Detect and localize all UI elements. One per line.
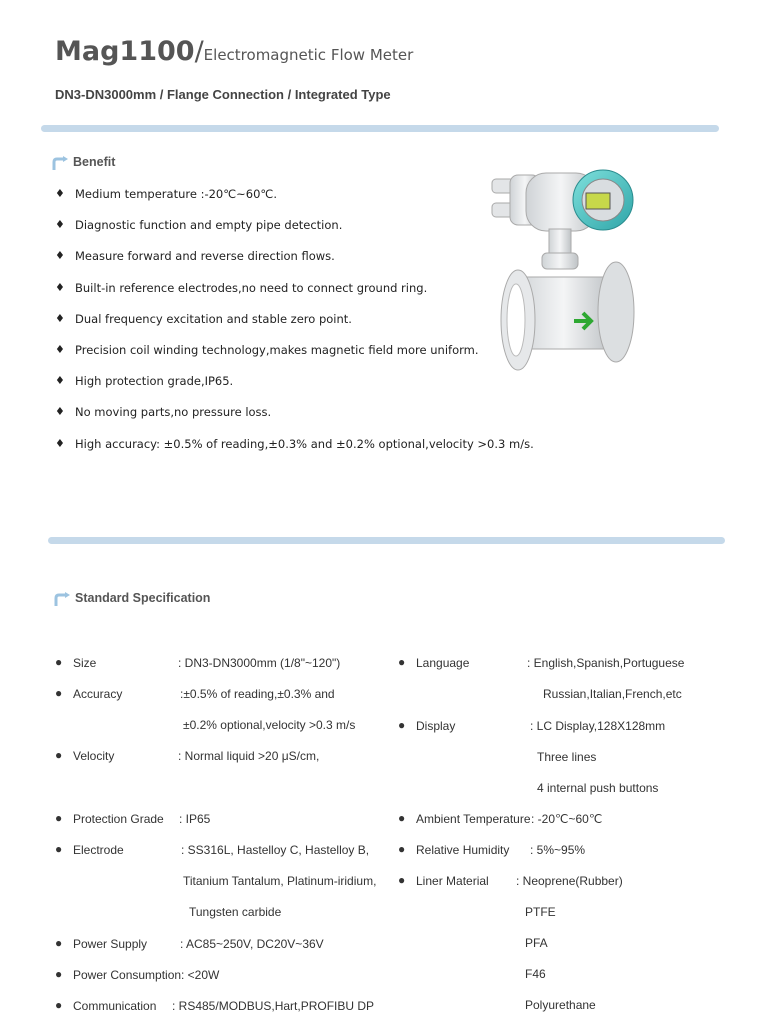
spec-liner-value-4: F46 — [525, 967, 546, 981]
spec-ambient-value: : -20℃~60℃ — [531, 812, 603, 826]
diamond-bullet-icon: ♦ — [55, 249, 65, 263]
flow-meter-product-image — [486, 165, 636, 375]
spec-velocity-value: : Normal liquid >20 μS/cm, — [178, 749, 320, 763]
benefit-item: ♦ High accuracy: ±0.5% of reading,±0.3% and ±0.2% optional,velocity >0.3 m/s. — [55, 434, 534, 465]
spec-heading — [75, 591, 210, 605]
benefit-item: ♦ No moving parts,no pressure loss. — [55, 402, 534, 433]
title-slash: / — [194, 36, 204, 67]
spec-bullet-icon: ● — [55, 686, 63, 700]
spec-accuracy-value: :±0.5% of reading,±0.3% and — [180, 687, 335, 701]
spec-heading-text: Standard Specification — [75, 591, 211, 605]
spec-language-value: : English,Spanish,Portuguese — [527, 656, 685, 670]
diamond-bullet-icon: ♦ — [55, 280, 65, 294]
benefit-heading-text: Benefit — [73, 155, 116, 169]
spec-display-value-2: Three lines — [537, 750, 597, 764]
diamond-bullet-icon: ♦ — [55, 311, 65, 325]
product-subtitle: DN3-DN3000mm / Flange Connection / Integrated Type — [55, 87, 391, 102]
benefit-heading — [73, 155, 115, 169]
spec-communication-value: : RS485/MODBUS,Hart,PROFIBU DP — [172, 999, 375, 1013]
spec-bullet-icon: ● — [398, 811, 406, 825]
spec-bullet-icon: ● — [398, 655, 406, 669]
spec-communication-label: Communication — [73, 999, 157, 1013]
spec-protection-value: : IP65 — [179, 812, 211, 826]
diamond-bullet-icon: ♦ — [55, 218, 65, 232]
spec-bullet-icon: ● — [398, 842, 406, 856]
top-divider — [41, 125, 719, 132]
spec-bullet-icon: ● — [55, 655, 63, 669]
spec-bullet-icon: ● — [398, 718, 406, 732]
heading-arrow-icon — [51, 155, 69, 171]
diamond-bullet-icon: ♦ — [55, 374, 65, 388]
spec-liner-value: : Neoprene(Rubber) — [516, 874, 623, 888]
diamond-bullet-icon: ♦ — [55, 405, 65, 419]
spec-power-consumption-value: : <20W — [181, 968, 220, 982]
benefit-item: ♦ Measure forward and reverse direction flows. — [55, 246, 534, 277]
spec-display-value-3: 4 internal push buttons — [537, 781, 659, 795]
spec-power-consumption-label: Power Consumption — [73, 968, 182, 982]
spec-language-label: Language — [416, 656, 470, 670]
page-title — [55, 36, 413, 67]
spec-electrode-value-2: Titanium Tantalum, Platinum-iridium, — [183, 874, 377, 888]
diamond-bullet-icon: ♦ — [55, 436, 65, 450]
spec-ambient-label: Ambient Temperature — [416, 812, 531, 826]
spec-size-value: : DN3-DN3000mm (1/8"~120") — [178, 656, 341, 670]
diamond-bullet-icon: ♦ — [55, 187, 65, 200]
spec-humidity-label: Relative Humidity — [416, 843, 510, 857]
spec-bullet-icon: ● — [398, 873, 406, 887]
spec-language-value-2: Russian,Italian,French,etc — [543, 687, 682, 701]
spec-accuracy-label: Accuracy — [73, 687, 123, 701]
spec-display-label: Display — [416, 719, 456, 733]
spec-accuracy-value-2: ±0.2% optional,velocity >0.3 m/s — [183, 718, 356, 732]
benefit-item: ♦ Medium temperature :-20℃~60℃. — [55, 184, 534, 215]
spec-power-supply-label: Power Supply — [73, 937, 148, 951]
spec-bullet-icon: ● — [55, 967, 63, 981]
spec-bullet-icon: ● — [55, 811, 63, 825]
spec-electrode-value: : SS316L, Hastelloy C, Hastelloy B, — [181, 843, 370, 857]
benefit-item: ♦ Diagnostic function and empty pipe detection. — [55, 215, 534, 246]
benefit-item: ♦ Precision coil winding technology,makes magnetic field more uniform. — [55, 340, 534, 371]
spec-display-value: : LC Display,128X128mm — [530, 719, 666, 733]
spec-liner-label: Liner Material — [416, 874, 489, 888]
spec-bullet-icon: ● — [55, 748, 63, 762]
spec-electrode-label: Electrode — [73, 843, 124, 857]
spec-electrode-value-3: Tungsten carbide — [189, 905, 282, 919]
diamond-bullet-icon: ♦ — [55, 342, 65, 356]
spec-protection-label: Protection Grade — [73, 812, 164, 826]
benefit-item: ♦ High protection grade,IP65. — [55, 371, 534, 402]
spec-bullet-icon: ● — [55, 842, 63, 856]
spec-velocity-label: Velocity — [73, 749, 115, 763]
spec-liner-value-2: PTFE — [525, 905, 556, 919]
spec-bullet-icon: ● — [55, 936, 63, 950]
spec-size-label: Size — [73, 656, 97, 670]
spec-power-supply-value: : AC85~250V, DC20V~36V — [180, 937, 324, 951]
benefit-item: ♦ Dual frequency excitation and stable zero point. — [55, 309, 534, 340]
spec-humidity-value: : 5%~95% — [530, 843, 586, 857]
spec-bullet-icon: ● — [55, 998, 63, 1012]
spec-liner-value-3: PFA — [525, 936, 548, 950]
spec-liner-value-5: Polyurethane — [525, 998, 596, 1012]
benefit-item: ♦ Built-in reference electrodes,no need to connect ground ring. — [55, 278, 534, 309]
model-name: Mag1100 — [55, 36, 195, 67]
heading-arrow-icon — [53, 591, 71, 607]
product-type: Electromagnetic Flow Meter — [203, 46, 414, 64]
middle-divider — [48, 537, 725, 544]
benefit-list — [55, 184, 534, 465]
